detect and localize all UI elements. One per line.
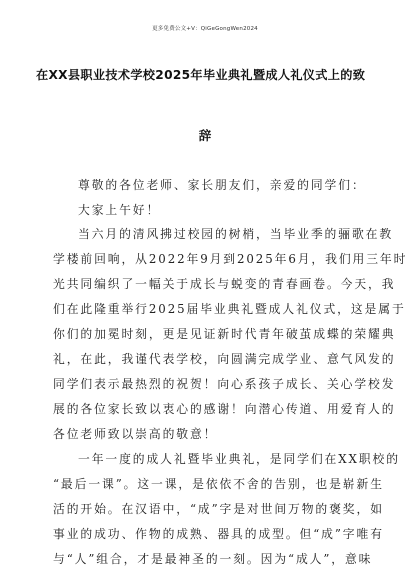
header-note: 更多免费公文+V：QiGeGongWen2024 (152, 26, 258, 32)
greeting-line: 大家上午好！ (78, 203, 161, 217)
body-line: “最后一课”。这一课，是依依不舍的告别，也是崭新生 (53, 477, 384, 491)
body-line: 同学们表示最热烈的祝贺！向心系孩子成长、关心学校发 (53, 377, 396, 391)
body-line: 礼，在此，我谨代表学校，向圆满完成学业、意气风发的 (53, 352, 396, 366)
body-line: 展的各位家长致以衷心的感谢！向潜心传道、用爱育人的 (53, 402, 396, 416)
body-line: 光共同编织了一幅关于成长与蜕变的青春画卷。今天，我 (53, 277, 396, 291)
body-line: 事业的成功、作物的成熟、器具的成型。但“成”字唯有 (53, 527, 384, 541)
body-line: 与“人”组合，才是最神圣的一刻。因为“成人”，意味 (53, 552, 373, 566)
body-line: 你们的加冕时刻，更是见证新时代青年破茧成蝶的荣耀典 (53, 327, 396, 341)
body-line: 当六月的清风拂过校园的树梢，当毕业季的骊歌在教 (78, 227, 394, 241)
body-line: 一年一度的成人礼暨毕业典礼，是同学们在XX职校的 (78, 452, 400, 466)
body-line: 活的开始。在汉语中，“成”字是对世间万物的褒奖，如 (53, 502, 384, 516)
body-line: 学楼前回响，从2022年9月到2025年6月，我们用三年时 (53, 252, 408, 266)
body-line: 们在此隆重举行2025届毕业典礼暨成人礼仪式，这是属于 (53, 302, 406, 316)
document-title: 在XX县职业技术学校2025年毕业典礼暨成人礼仪式上的致 (36, 68, 366, 82)
body-line: 各位老师致以崇高的敬意！ (53, 427, 218, 441)
salutation-line: 尊敬的各位老师、家长朋友们，亲爱的同学们： (78, 178, 366, 192)
document-title-continuation: 辞 (198, 128, 212, 143)
